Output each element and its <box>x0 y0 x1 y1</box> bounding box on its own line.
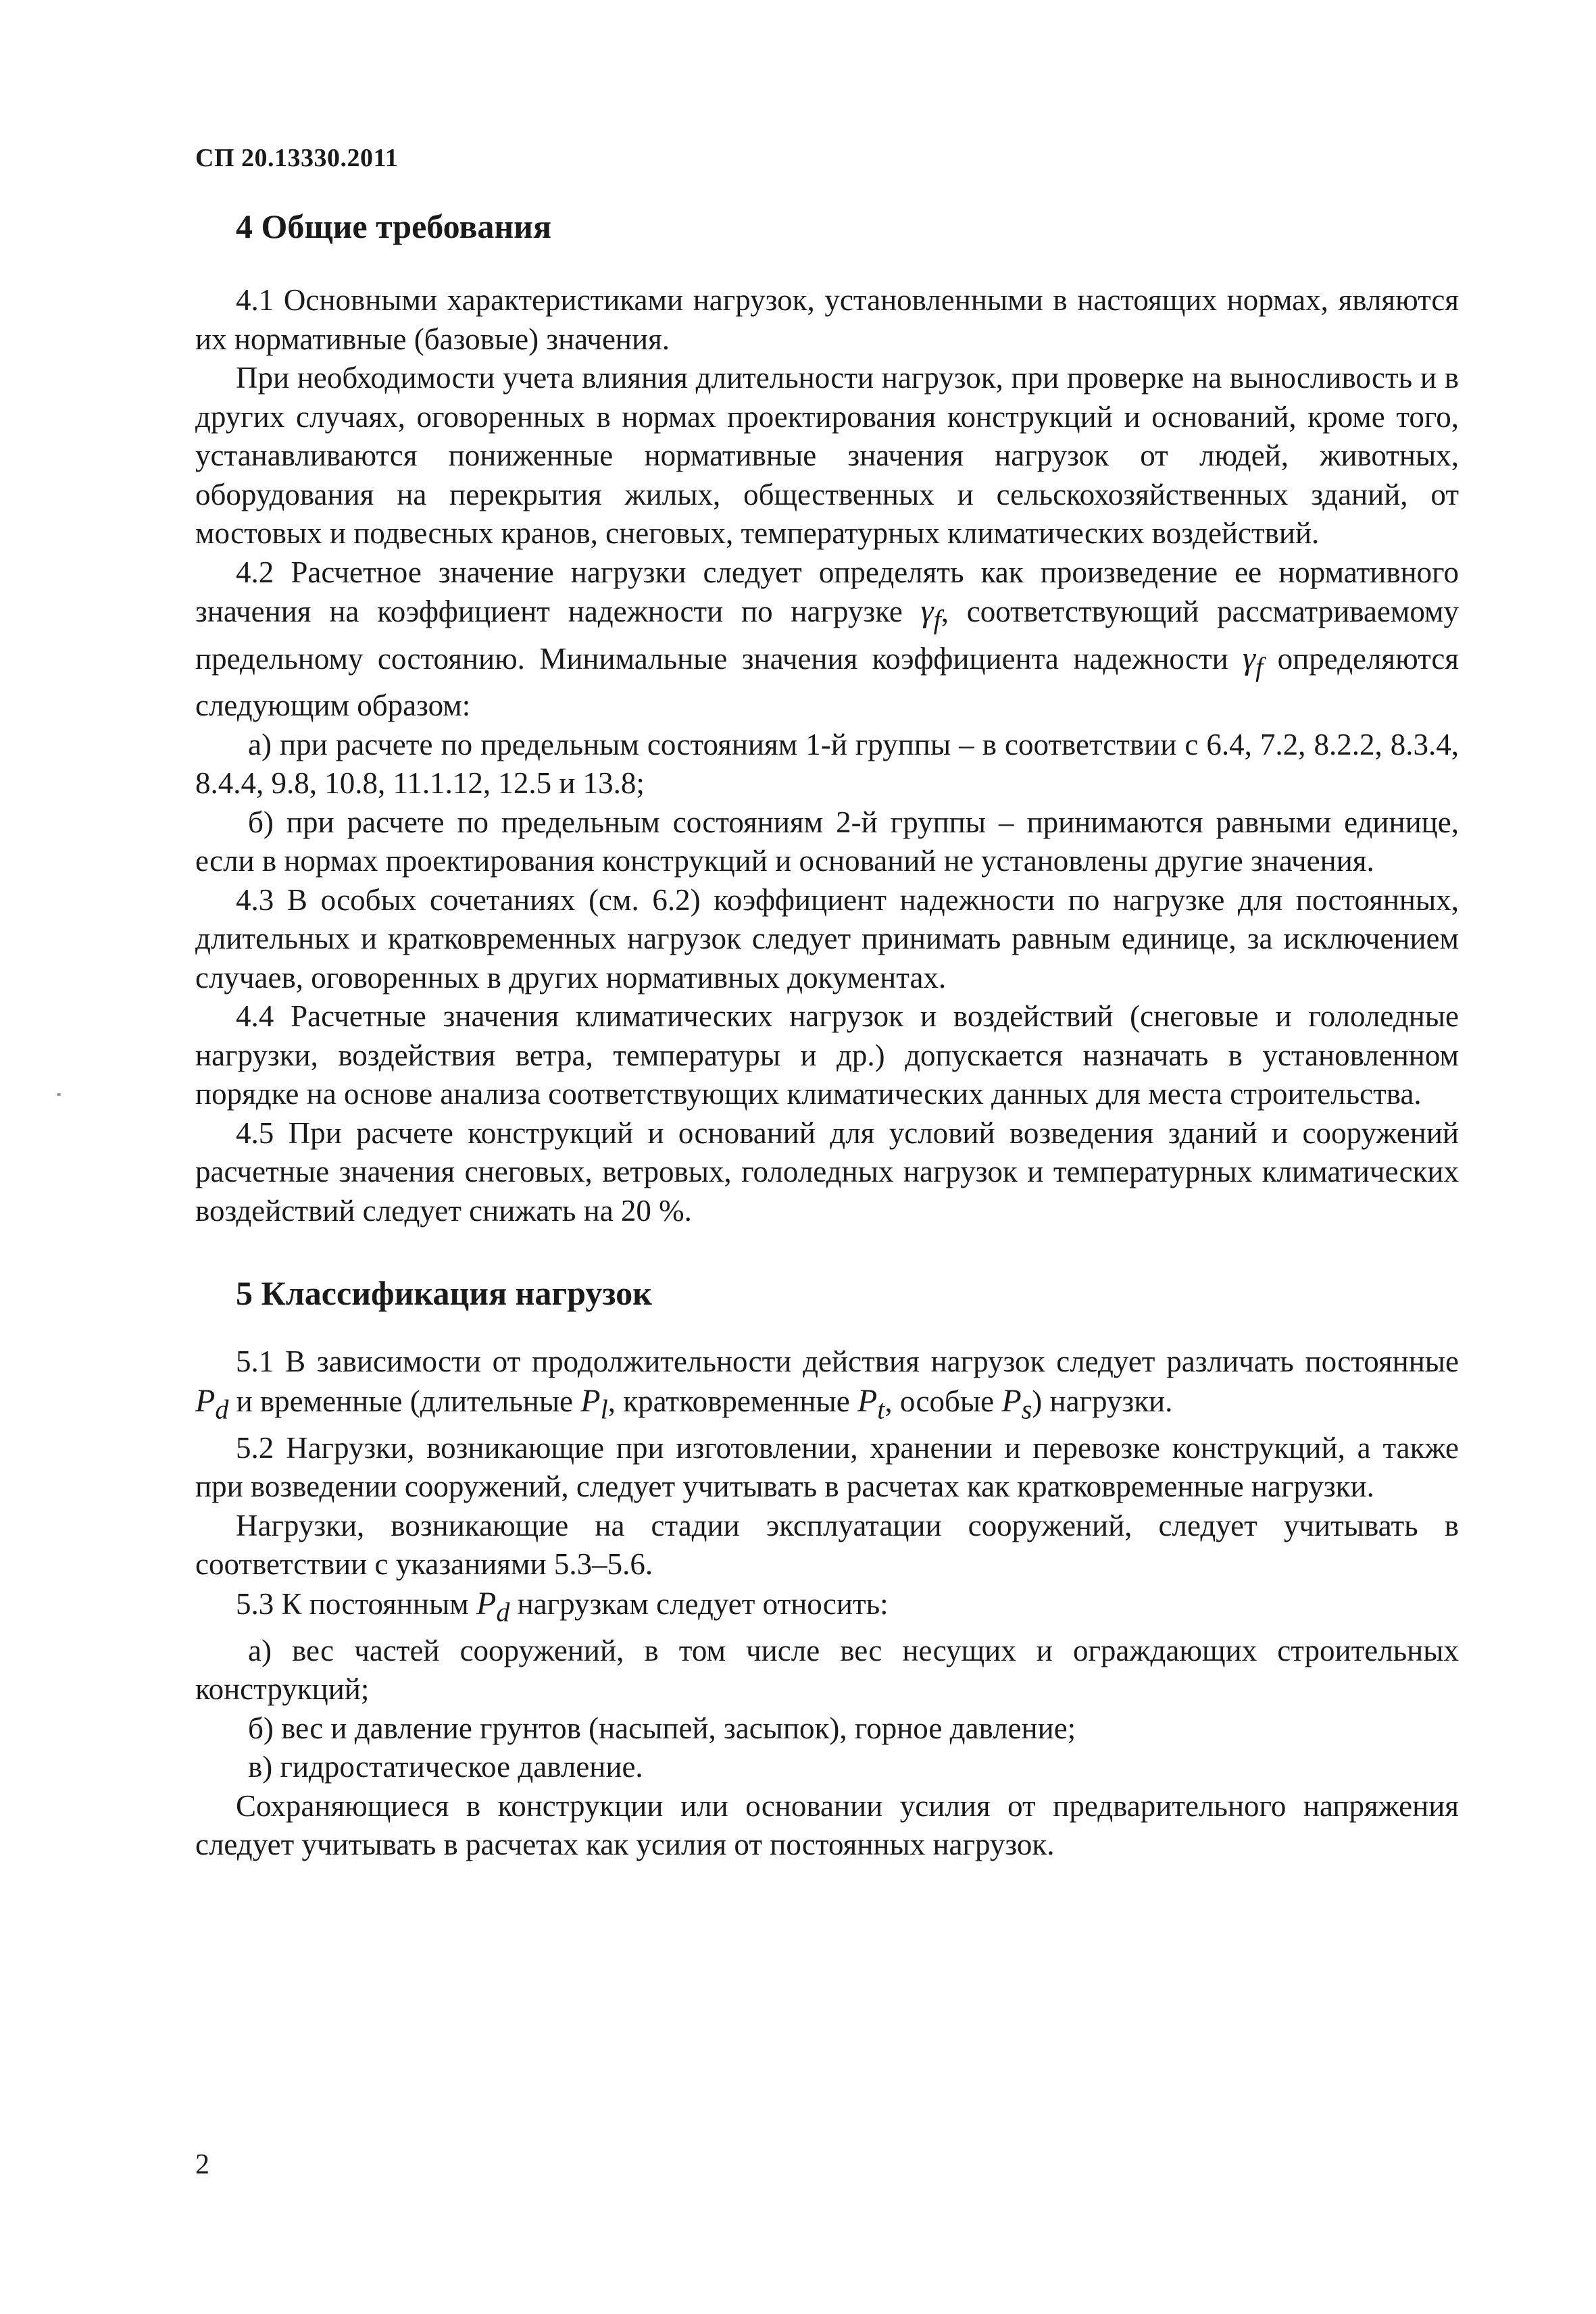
paragraph-4-5: 4.5 При расчете конструкций и оснований для условий возведения зданий и сооружений расчетные значения снеговых, ветровых, гололедных нагрузок и температурных климатических воздействий следует снижать на 20 %. <box>195 1115 1459 1228</box>
scan-artifact <box>57 1093 61 1096</box>
paragraph-5-3-part-a: 5.3 К постоянным <box>236 1586 469 1621</box>
document-body <box>195 203 1459 1865</box>
page-number: 2 <box>195 2149 209 2180</box>
paragraph-5-1-part-e: ) нагрузки. <box>1032 1384 1173 1418</box>
paragraph-5-3-continued: Сохраняющиеся в конструкции или основании усилия от предварительного напряжения следует учитывать в расчетах как усилия от постоянных нагрузок. <box>195 1788 1459 1862</box>
paragraph-5-3 <box>195 1584 1459 1632</box>
paragraph-4-4: 4.4 Расчетные значения климатических нагрузок и воздействий (снеговые и гололедные нагрузки, воздействия ветра, температуры и др.) допускается назначать в установленном порядке на основе анализа соответствующих климатических данных для места строительства. <box>195 999 1459 1111</box>
paragraph-5-3-part-b: нагрузкам следует относить: <box>517 1586 889 1621</box>
gamma-f-symbol: $\gamma_f$ <box>920 593 941 635</box>
paragraph-5-1-part-c: , кратковременные <box>607 1384 850 1418</box>
paragraph-5-2: 5.2 Нагрузки, возникающие при изготовлении, хранении и перевозке конструкций, а также при возведении сооружений, следует учитывать в расчетах как кратковременные нагрузки. <box>195 1430 1459 1504</box>
paragraph-5-2-continued: Нагрузки, возникающие на стадии эксплуатации сооружений, следует учитывать в соответствии с указаниями 5.3–5.6. <box>195 1508 1459 1582</box>
paragraph-4-2-item-a: а) при расчете по предельным состояниям 1-й группы – в соответствии с 6.4, 7.2, 8.2.2, 8.3.4, 8.4.4, 9.8, 10.8, 11.1.12, 12.5 и 13.8; <box>195 727 1459 801</box>
section-5-title: 5 Классификация нагрузок <box>236 1274 652 1313</box>
paragraph-4-1-continued: При необходимости учета влияния длительности нагрузок, при проверке на выносливость и в других случаях, оговоренных в нормах проектирования конструкций и оснований, кроме того, устанавливаются пониженные нормативные значения нагрузок от людей, животных, оборудования на перекрытия жилых, общественных и сельскохозяйственных зданий, от мостовых и подвесных кранов, снеговых, температурных климатических воздействий. <box>195 361 1459 550</box>
gamma-f-symbol: $\gamma_f$ <box>1243 640 1264 682</box>
paragraph-5-3-item-c: в) гидростатическое давление. <box>248 1750 643 1784</box>
p-d-symbol: $P_d$ <box>476 1585 510 1628</box>
paragraph-5-1-part-d: , особые <box>884 1384 995 1418</box>
section-4-title: 4 Общие требования <box>236 207 552 245</box>
document-code: СП 20.13330.2011 <box>195 144 399 172</box>
paragraph-5-3-item-b: б) вес и давление грунтов (насыпей, засыпок), горное давление; <box>248 1711 1076 1745</box>
paragraph-4-2 <box>195 553 1459 726</box>
p-d-symbol: $P_d$ <box>195 1382 229 1425</box>
paragraph-5-1-part-b: и временные (длительные <box>236 1384 574 1418</box>
paragraph-4-3: 4.3 В особых сочетаниях (см. 6.2) коэффициент надежности по нагрузке для постоянных, длительных и кратковременных нагрузок следует принимать равным единице, за исключением случаев, оговоренных в других нормативных документах. <box>195 882 1459 995</box>
paragraph-5-1-part-a: 5.1 В зависимости от продолжительности действия нагрузок следует различать постоянные <box>236 1344 1459 1379</box>
paragraph-4-2-item-b: б) при расчете по предельным состояниям 2-й группы – принимаются равными единице, если в нормах проектирования конструкций и оснований не установлены другие значения. <box>195 805 1459 878</box>
paragraph-4-1: 4.1 Основными характеристиками нагрузок, установленными в настоящих нормах, являются их нормативные (базовые) значения. <box>195 283 1459 356</box>
paragraph-4-2-part-b: , соответствующий рассматриваемому предельному состоянию. Минимальные значения коэффициента надежности <box>195 595 1459 676</box>
paragraph-5-3-item-a: а) вес частей сооружений, в том числе вес несущих и ограждающих строительных конструкций; <box>195 1633 1459 1707</box>
p-l-symbol: $P_l$ <box>580 1382 608 1425</box>
paragraph-4-2-part-c: определяются следующим образом: <box>195 642 1460 723</box>
p-s-symbol: $P_s$ <box>1001 1382 1032 1425</box>
paragraph-5-1 <box>195 1342 1459 1429</box>
paragraph-4-2-part-a: 4.2 Расчетное значение нагрузки следует определять как произведение ее нормативного значения на коэффициент надежности по нагрузке <box>195 555 1459 628</box>
p-t-symbol: $P_t$ <box>857 1382 885 1425</box>
